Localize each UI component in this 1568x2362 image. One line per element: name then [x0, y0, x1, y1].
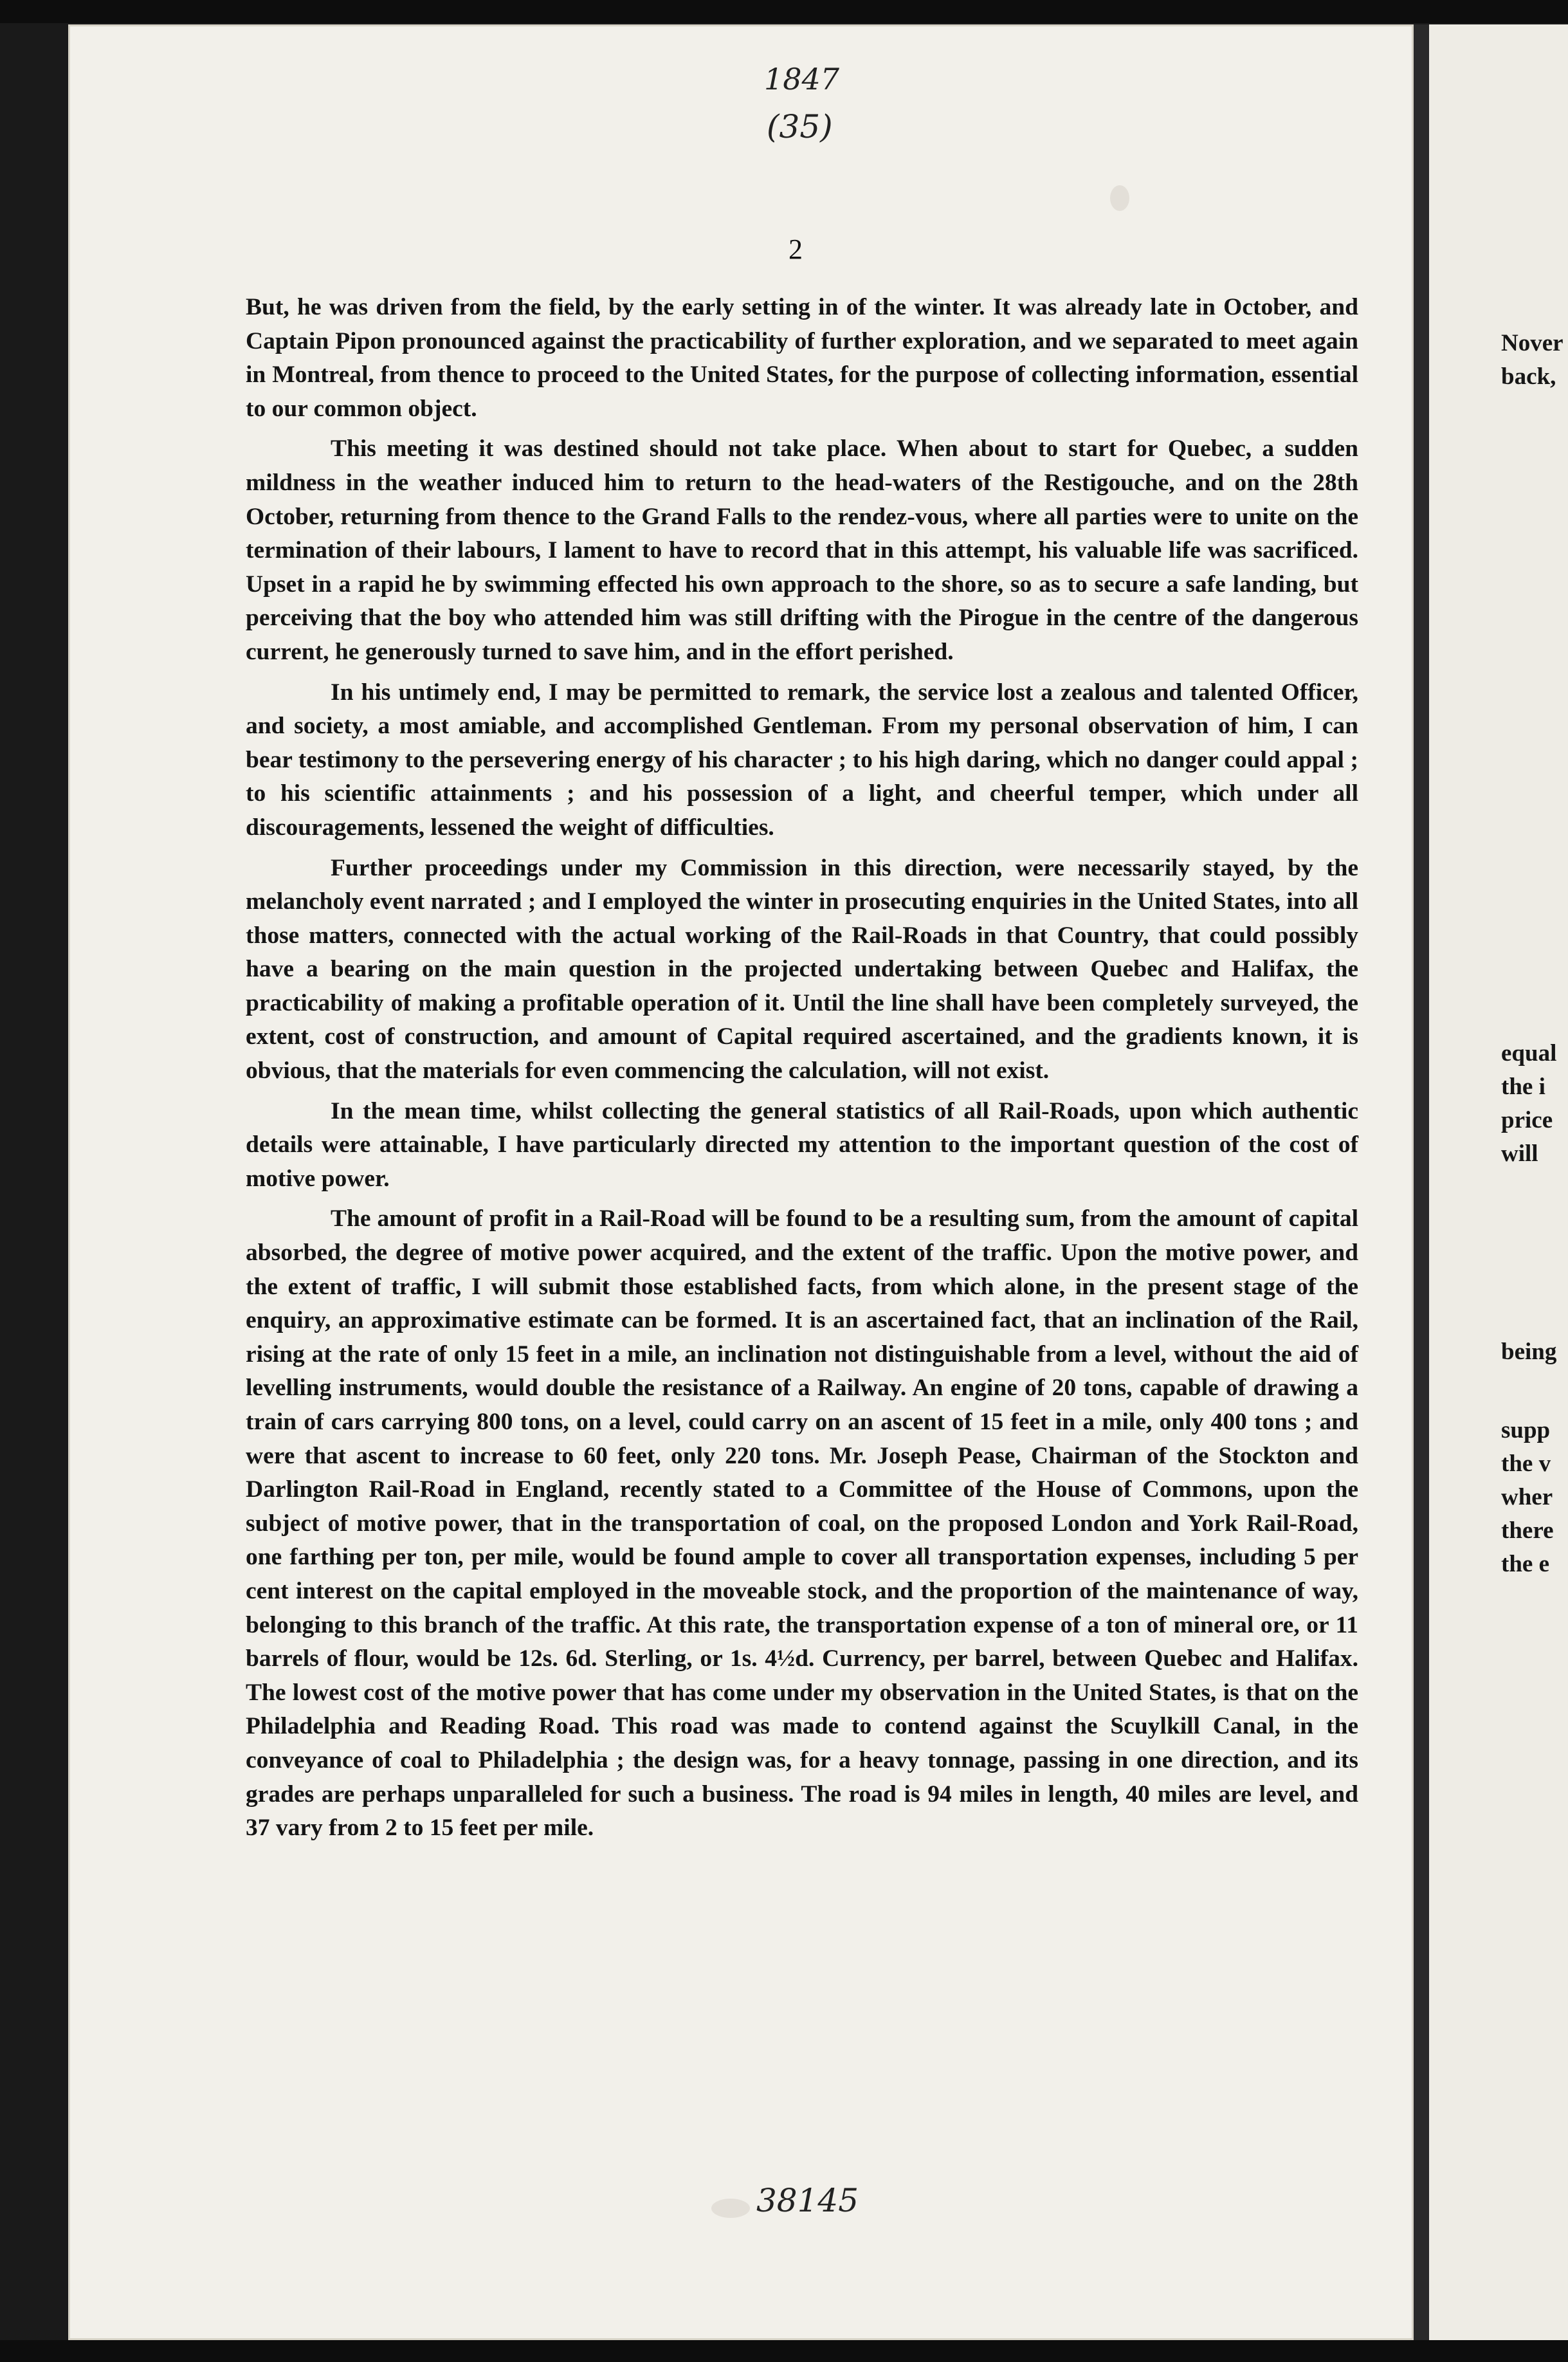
paragraph: But, he was driven from the field, by the early setting in of the winter. It was already late in October, and Captain Pipon pronounced against the practicability of further exploration, and we separated to meet again in Montreal, from thence to proceed to the United States, for the purpose of collecting information, essential to our common object. [246, 294, 1358, 422]
adjacent-page-fragment: price [1501, 1107, 1553, 1133]
adjacent-page-fragment: being [1501, 1339, 1557, 1365]
paper-stain [1110, 185, 1129, 211]
handwritten-year: 1847 [764, 62, 840, 96]
handwritten-number: (35) [767, 108, 833, 145]
paper-stain [711, 2199, 750, 2218]
adjacent-page-fragment: Nover [1501, 330, 1563, 356]
adjacent-page-fragment: will [1501, 1140, 1538, 1167]
adjacent-page-fragment: there [1501, 1517, 1554, 1544]
paragraph: This meeting it was destined should not take place. When about to start for Quebec, a sudden mildness in the weather induced him to return to the head-waters of the Restigouche, and on the 28th October, returning from thence to the Grand Falls to the rendez-vous, where all parties were to unite on the termination of their labours, I lament to have to record that in this attempt, his valuable life was sacrificed. Upset in a rapid he by swimming effected his own approach to the shore, so as to secure a safe landing, but perceiving that the boy who attended him was still drifting with the Pirogue in the centre of the dangerous current, he generously turned to save him, and in the effort perished. [246, 435, 1358, 665]
adjacent-page-fragment: back, [1501, 363, 1556, 390]
adjacent-page-fragment: wher [1501, 1484, 1553, 1510]
adjacent-page-fragment: supp [1501, 1417, 1551, 1443]
adjacent-page-fragment: the v [1501, 1451, 1551, 1477]
adjacent-page-fragment: equal [1501, 1040, 1557, 1067]
page-gutter [1414, 24, 1429, 2340]
paragraph: In the mean time, whilst collecting the general statistics of all Rail-Roads, upon which authentic details were attainable, I have particularly directed my attention to the important question of the cost of motive power. [246, 1097, 1358, 1192]
handwritten-catalog-number: 38145 [756, 2182, 859, 2219]
page-number: 2 [789, 233, 803, 265]
paragraph: In his untimely end, I may be permitted to remark, the service lost a zealous and talented Officer, and society, a most amiable, and accomplished Gentleman. From my personal observation of him, I can bear testimony to the persevering energy of his character ; to his high daring, which no danger could appal ; to his scientific attainments ; and his possession of a light, and cheerful temper, which under all discouragements, lessened the weight of difficulties. [246, 679, 1358, 841]
scan-border-bottom [0, 2340, 1568, 2362]
scan-border-top [0, 0, 1568, 23]
paragraph: Further proceedings under my Commission in this direction, were necessarily stayed, by the melancholy event narrated ; and I employed the winter in prosecuting enquiries in the United States, into all those matters, connected with the actual working of the Rail-Roads in that Country, that could possibly have a bearing on the main question in the projected undertaking between Quebec and Halifax, the practicability of making a profitable operation of it. Until the line shall have been completely surveyed, the extent, cost of construction, and amount of Capital required ascertained, and the gradients known, it is obvious, that the materials for even commencing the calculation, will not exist. [246, 854, 1358, 1085]
paragraph: The amount of profit in a Rail-Road will be found to be a resulting sum, from the amount of capital absorbed, the degree of motive power acquired, and the extent of the traffic. Upon the motive power, and the extent of traffic, I will submit those established facts, from which alone, in the present stage of the enquiry, an approximative estimate can be formed. It is an ascertained fact, that an inclination of the Rail, rising at the rate of only 15 feet in a mile, an inclination not distinguishable from a level, without the aid of levelling instruments, would double the resistance of a Railway. An engine of 20 tons, capable of drawing a train of cars carrying 800 tons, on a level, could carry on an ascent of 15 feet in a mile, only 400 tons ; and were that ascent to increase to 60 feet, only 220 tons. Mr. Joseph Pease, Chairman of the Stockton and Darlington Rail-Road in England, recently stated to a Committee of the House of Commons, upon the subject of motive power, that in the transportation of coal, on the proposed London and York Rail-Road, one farthing per ton, per mile, would be found ample to cover all transportation expenses, including 5 per cent interest on the capital employed in the moveable stock, and the proportion of the maintenance of way, belonging to this branch of the traffic. At this rate, the transportation expense of a ton of mineral ore, or 11 barrels of flour, would be 12s. 6d. Sterling, or 1s. 4½d. Currency, per barrel, between Quebec and Halifax. The lowest cost of the motive power that has come under my observation in the United States, is that on the Philadelphia and Reading Road. This road was made to contend against the Scuylkill Canal, in the conveyance of coal to Philadelphia ; the design was, for a heavy tonnage, passing in one direction, and its grades are perhaps unparalleled for such a business. The road is 94 miles in length, 40 miles are level, and 37 vary from 2 to 15 feet per mile. [246, 1205, 1358, 1842]
adjacent-page-fragment: the e [1501, 1551, 1549, 1577]
adjacent-page-fragment: the i [1501, 1074, 1545, 1100]
body-text [246, 291, 1358, 1852]
